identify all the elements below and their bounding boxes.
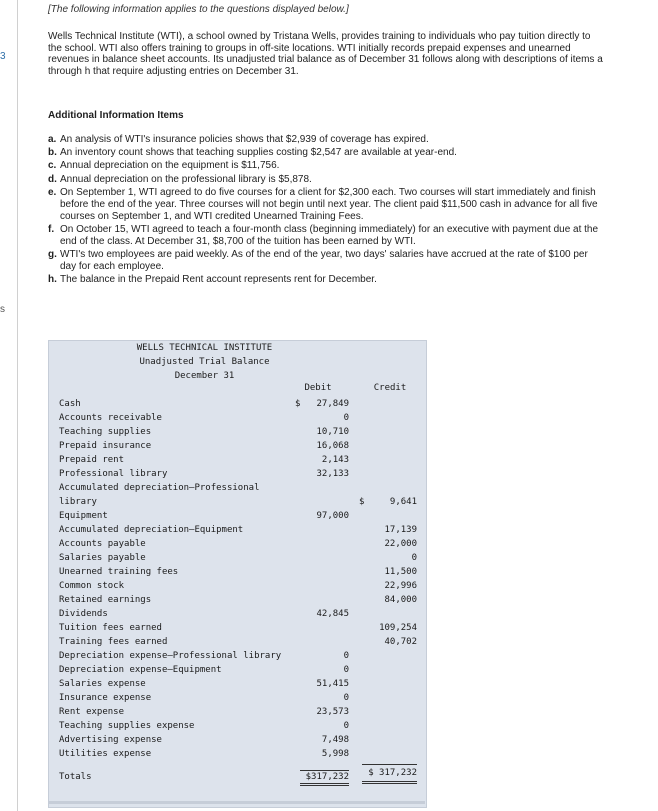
debit-cell (287, 705, 349, 719)
account-name: Dividends (59, 609, 108, 619)
trial-balance-row (49, 481, 426, 509)
intro-note: [The following information applies to the questions displayed below.] (48, 4, 349, 15)
additional-info-list (48, 134, 608, 288)
additional-info-heading: Additional Information Items (48, 110, 184, 121)
trial-balance-row (49, 579, 426, 593)
debit-value: 32,133 (316, 469, 349, 479)
trial-balance-subtitle: Unadjusted Trial Balance (139, 357, 270, 367)
trial-balance-row (49, 719, 426, 733)
credit-value: 84,000 (384, 595, 417, 605)
credit-value: 9,641 (389, 497, 417, 507)
info-item-text: An analysis of WTI's insurance policies shows that $2,939 of coverage has expired. (60, 134, 429, 145)
info-item-letter: a. (48, 134, 57, 145)
rail-fragment-text: s (0, 304, 5, 315)
credit-value: 0 (411, 553, 417, 563)
credit-cell (349, 635, 417, 649)
info-item-text: The balance in the Prepaid Rent account represents rent for December. (60, 274, 377, 286)
trial-balance-table (48, 340, 427, 808)
debit-cell (287, 719, 349, 733)
debit-value: 97,000 (316, 511, 349, 521)
account-name: Prepaid insurance (59, 441, 152, 451)
info-item-letter: f. (48, 223, 55, 235)
debit-value: 0 (343, 665, 349, 675)
trial-balance-title: WELLS TECHNICAL INSTITUTE (136, 343, 273, 353)
trial-balance-row (49, 453, 426, 467)
account-name: Salaries expense (59, 679, 146, 689)
debit-cell (287, 733, 349, 747)
account-name: Equipment (59, 511, 108, 521)
credit-cell (349, 579, 417, 593)
credit-column-header: Credit (373, 383, 407, 393)
credit-value: 22,996 (384, 581, 417, 591)
account-name: Depreciation expense—Equipment (59, 665, 222, 675)
debit-value: 42,845 (316, 609, 349, 619)
trial-balance-row (49, 565, 426, 579)
credit-value: 11,500 (384, 567, 417, 577)
debit-value: 7,498 (321, 735, 349, 745)
totals-credit-cell (349, 764, 417, 784)
debit-value: 51,415 (316, 679, 349, 689)
trial-balance-date: December 31 (174, 371, 235, 381)
debit-value: 10,710 (316, 427, 349, 437)
info-item-letter: b. (48, 147, 57, 159)
trial-balance-row (49, 705, 426, 719)
trial-balance-row (49, 747, 426, 761)
debit-value: 5,998 (321, 749, 349, 759)
info-item (48, 174, 608, 186)
account-name: Cash (59, 399, 81, 409)
account-name: Rent expense (59, 707, 125, 717)
debit-cell (287, 439, 349, 453)
account-name: Advertising expense (59, 735, 162, 745)
credit-cell (349, 495, 417, 509)
trial-balance-row (49, 509, 426, 523)
info-item (48, 160, 608, 172)
debit-cell (287, 397, 349, 411)
trial-balance-row (49, 635, 426, 649)
debit-cell (287, 747, 349, 761)
info-item-letter: e. (48, 186, 57, 198)
debit-cell (287, 467, 349, 481)
account-name: Insurance expense (59, 693, 152, 703)
left-rail (0, 0, 18, 811)
totals-debit-cell (287, 770, 349, 784)
account-name: Depreciation expense—Professional library (59, 651, 282, 661)
trial-balance-row (49, 649, 426, 663)
account-name: Professional library (59, 469, 168, 479)
totals-label: Totals (59, 772, 92, 782)
info-item (48, 274, 608, 286)
info-item-letter: c. (48, 160, 57, 172)
trial-balance-row (49, 425, 426, 439)
debit-value: 0 (343, 721, 349, 731)
info-item-letter: g. (48, 249, 57, 261)
credit-cell (349, 537, 417, 551)
info-item-text: An inventory count shows that teaching supplies costing $2,547 are available at year-end. (60, 147, 457, 159)
debit-column-header: Debit (304, 383, 332, 393)
trial-balance-row (49, 397, 426, 411)
debit-value: 0 (343, 693, 349, 703)
info-item-text: On September 1, WTI agreed to do five courses for a client for $2,300 each. Two courses will start immediately and finish before the end of the year. Three courses will not begin until next year. The client paid $11,500 cash in advance for all five courses on September 1, and WTI credited Unearned Training Fees. (60, 186, 598, 222)
credit-cell (349, 593, 417, 607)
trial-balance-row (49, 663, 426, 677)
credit-cell (349, 551, 417, 565)
account-name: Accounts receivable (59, 413, 162, 423)
info-item-letter: h. (48, 274, 57, 286)
table-bottom-bar (48, 801, 425, 804)
totals-credit-value: $ 317,232 (362, 764, 417, 784)
info-item (48, 134, 608, 146)
intro-paragraph: Wells Technical Institute (WTI), a school owned by Tristana Wells, provides training to individuals who pay tuition directly to the school. WTI also offers training to groups in off-site locations. WTI initially records prepaid expenses and unearned revenues in balance sheet accounts. Its unadjusted trial balance as of December 31 follows along with descriptions of items a through h that require adjusting entries on December 31. (48, 31, 603, 77)
account-name: Common stock (59, 581, 125, 591)
debit-value: 0 (343, 413, 349, 423)
debit-cell (287, 509, 349, 523)
debit-value: 16,068 (316, 441, 349, 451)
info-item-text: WTI's two employees are paid weekly. As of the end of the year, two days' salaries have accrued at the rate of $100 per day for each employee. (60, 249, 588, 273)
trial-balance-row (49, 677, 426, 691)
totals-row (49, 764, 426, 784)
credit-dollar-sign: $ (359, 497, 365, 507)
debit-cell (287, 663, 349, 677)
trial-balance-row (49, 621, 426, 635)
account-name: Tuition fees earned (59, 623, 162, 633)
info-item-text: Annual depreciation on the equipment is $11,756. (60, 160, 280, 172)
credit-cell (349, 621, 417, 635)
debit-value: 0 (343, 651, 349, 661)
credit-value: 109,254 (379, 623, 417, 633)
debit-cell (287, 453, 349, 467)
debit-value: 23,573 (316, 707, 349, 717)
account-name: Teaching supplies expense (59, 721, 195, 731)
account-name: Salaries payable (59, 553, 146, 563)
debit-cell (287, 649, 349, 663)
trial-balance-row (49, 537, 426, 551)
account-name: Training fees earned (59, 637, 168, 647)
account-name: Prepaid rent (59, 455, 125, 465)
debit-cell (287, 677, 349, 691)
account-name: Retained earnings (59, 595, 152, 605)
trial-balance-row (49, 607, 426, 621)
trial-balance-row (49, 733, 426, 747)
info-item (48, 147, 608, 159)
totals-debit-value: $317,232 (300, 770, 349, 786)
debit-dollar-sign: $ (295, 399, 301, 409)
trial-balance-row (49, 593, 426, 607)
account-name: Teaching supplies (59, 427, 152, 437)
credit-value: 17,139 (384, 525, 417, 535)
trial-balance-row (49, 523, 426, 537)
account-name: Accumulated depreciation—Professional library (59, 483, 260, 507)
credit-value: 40,702 (384, 637, 417, 647)
trial-balance-row (49, 691, 426, 705)
trial-balance-rows (49, 397, 426, 784)
debit-cell (287, 691, 349, 705)
credit-value: 22,000 (384, 539, 417, 549)
info-item (48, 249, 608, 273)
credit-cell (349, 565, 417, 579)
trial-balance-row (49, 439, 426, 453)
info-item-letter: d. (48, 173, 57, 185)
debit-value: 27,849 (316, 399, 349, 409)
account-name: Utilities expense (59, 749, 152, 759)
trial-balance-row (49, 467, 426, 481)
trial-balance-row (49, 411, 426, 425)
info-item-text: On October 15, WTI agreed to teach a four-month class (beginning immediately) for an executive with payment due at the end of the class. At December 31, $8,700 of the tuition has been earned by WTI. (60, 223, 599, 247)
credit-cell (349, 523, 417, 537)
info-item-text: Annual depreciation on the professional library is $5,878. (60, 173, 312, 185)
account-name: Accumulated depreciation—Equipment (59, 525, 244, 535)
account-name: Accounts payable (59, 539, 146, 549)
debit-cell (287, 607, 349, 621)
question-number[interactable]: 3 (0, 51, 6, 62)
debit-cell (287, 411, 349, 425)
account-name: Unearned training fees (59, 567, 179, 577)
info-item (48, 224, 608, 248)
info-item (48, 187, 608, 223)
debit-value: 2,143 (321, 455, 349, 465)
debit-cell (287, 425, 349, 439)
trial-balance-row (49, 551, 426, 565)
